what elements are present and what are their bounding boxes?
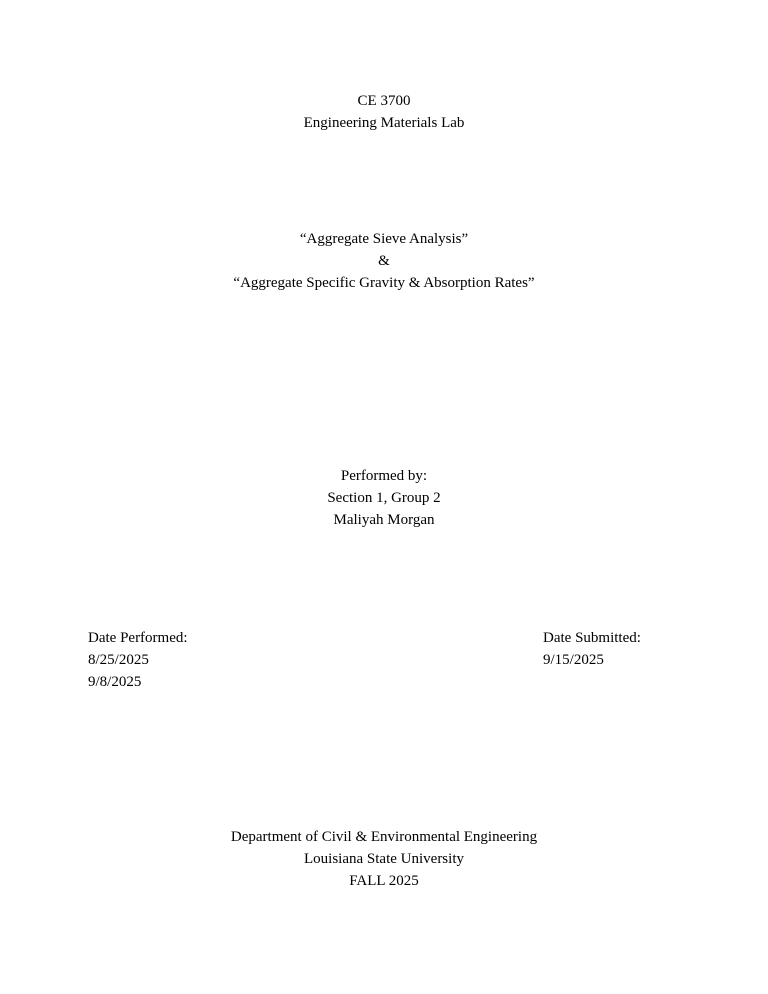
date-performed <box>88 627 188 693</box>
university-name: Louisiana State University <box>304 851 464 867</box>
date-submitted <box>543 627 641 671</box>
report-title-second: “Aggregate Specific Gravity & Absorption Rates” <box>233 275 535 291</box>
author-name: Maliyah Morgan <box>333 512 435 528</box>
date-performed-value: 9/8/2025 <box>88 674 142 690</box>
date-performed-value: 8/25/2025 <box>88 652 149 668</box>
report-title-first: “Aggregate Sieve Analysis” <box>299 231 469 247</box>
institution-footer <box>0 826 768 892</box>
term: FALL 2025 <box>349 873 419 889</box>
date-submitted-value: 9/15/2025 <box>543 652 604 668</box>
performed-by <box>0 465 768 531</box>
section-group: Section 1, Group 2 <box>327 490 441 506</box>
course-name: Engineering Materials Lab <box>303 115 465 131</box>
course-header <box>0 90 768 134</box>
department-name: Department of Civil & Environmental Engineering <box>230 829 538 845</box>
performed-by-label: Performed by: <box>340 468 428 484</box>
report-titles <box>0 228 768 294</box>
report-title-joiner: & <box>378 253 390 269</box>
date-performed-label: Date Performed: <box>88 630 188 646</box>
date-submitted-label: Date Submitted: <box>543 630 641 646</box>
course-code: CE 3700 <box>357 93 411 109</box>
